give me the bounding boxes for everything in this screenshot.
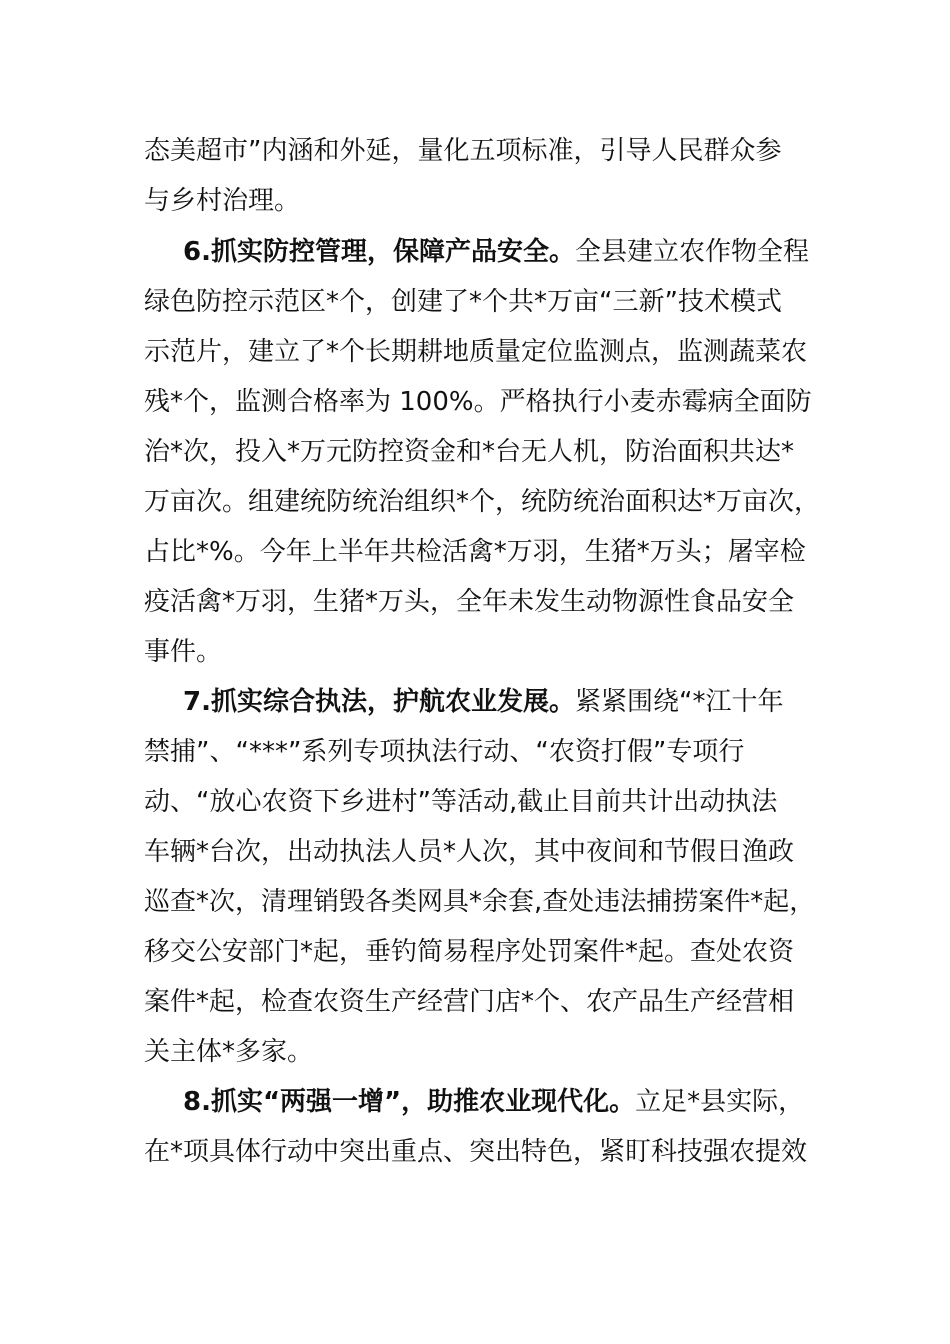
paragraph-line: 示范片，建立了*个长期耕地质量定位监测点，监测蔬菜农 — [144, 337, 808, 367]
paragraph-line: 残*个，监测合格率为 100%。严格执行小麦赤霉病全面防 — [144, 387, 812, 417]
paragraph-line: 车辆*台次，出动执法人员*人次，其中夜间和节假日渔政 — [144, 837, 795, 867]
section-8-heading: 8.抓实“两强一增”，助推农业现代化。 — [183, 1087, 636, 1117]
paragraph-line: 移交公安部门*起，垂钓简易程序处罚案件*起。查处农资 — [144, 937, 795, 967]
section-7-text: 紧紧围绕“*江十年 — [574, 687, 784, 717]
section-7-first-line — [183, 685, 863, 719]
paragraph-line: 与乡村治理。 — [144, 186, 301, 216]
paragraph-line: 在*项具体行动中突出重点、突出特色，紧盯科技强农提效 — [144, 1137, 808, 1167]
section-6-text: 全县建立农作物全程 — [574, 237, 809, 267]
paragraph-line: 态美超市”内涵和外延，量化五项标准，引导人民群众参 — [144, 136, 782, 166]
paragraph-line: 案件*起，检查农资生产经营门店*个、农产品生产经营相 — [144, 987, 795, 1017]
paragraph-line: 占比*%。今年上半年共检活禽*万羽，生猪*万头；屠宰检 — [144, 537, 806, 567]
section-8-text: 立足*县实际， — [635, 1087, 805, 1117]
section-6-first-line — [183, 235, 863, 269]
paragraph-line: 关主体*多家。 — [144, 1037, 314, 1067]
paragraph-line: 万亩次。组建统防统治组织*个，统防统治面积达*万亩次， — [144, 487, 821, 517]
paragraph-line: 禁捕”、“***”系列专项执法行动、“农资打假”专项行 — [144, 737, 745, 767]
paragraph-line: 巡查*次，清理销毁各类网具*余套,查处违法捕捞案件*起， — [144, 887, 816, 917]
section-7-heading: 7.抓实综合执法，护航农业发展。 — [183, 687, 575, 717]
paragraph-line: 疫活禽*万羽，生猪*万头，全年未发生动物源性食品安全 — [144, 587, 795, 617]
paragraph-line: 治*次，投入*万元防控资金和*台无人机，防治面积共达* — [144, 437, 795, 467]
paragraph-line: 绿色防控示范区*个，创建了*个共*万亩“三新”技术模式 — [144, 287, 782, 317]
section-8-first-line — [183, 1085, 863, 1119]
paragraph-line: 动、“放心农资下乡进村”等活动,截止目前共计出动执法 — [144, 787, 778, 817]
section-6-heading: 6.抓实防控管理，保障产品安全。 — [183, 237, 575, 267]
paragraph-line: 事件。 — [144, 637, 223, 667]
